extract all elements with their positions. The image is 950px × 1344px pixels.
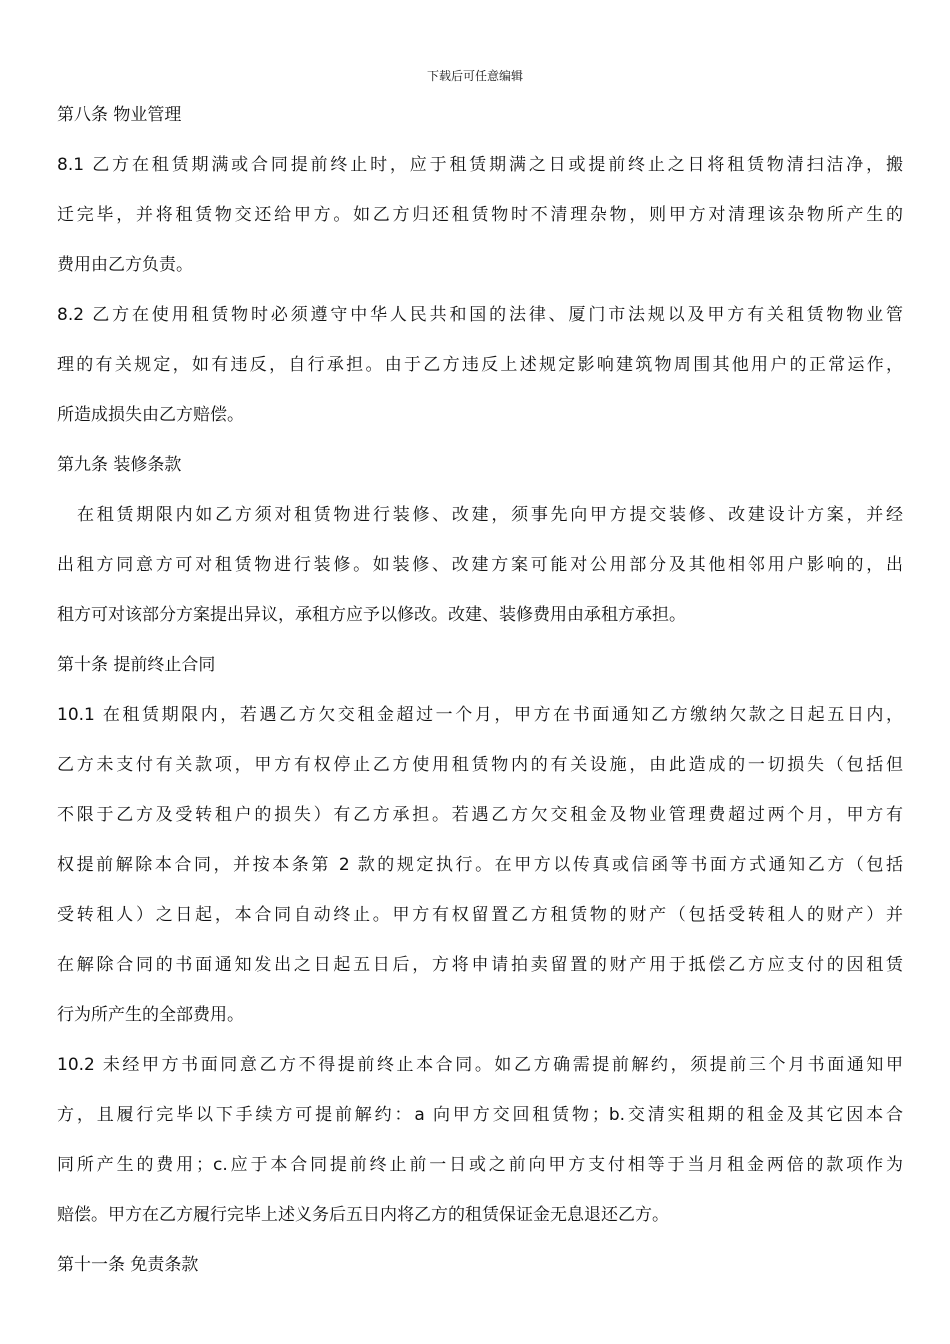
article-10-1-line: 不限于乙方及受转租户的损失）有乙方承担。若遇乙方欠交租金及物业管理费超过两个月，甲方有	[57, 805, 903, 825]
article-9-line: 租方可对该部分方案提出异议，承租方应予以修改。改建、装修费用由承租方承担。	[57, 605, 686, 625]
article-8-1-line: 费用由乙方负责。	[57, 255, 193, 275]
article-10-1-line: 受转租人）之日起，本合同自动终止。甲方有权留置乙方租赁物的财产（包括受转租人的财产）并	[57, 905, 903, 925]
article-8-2-line: 理的有关规定，如有违反，自行承担。由于乙方违反上述规定影响建筑物周围其他用户的正常运作，	[57, 355, 903, 375]
article-10-1-line: 10.1 在租赁期限内，若遇乙方欠交租金超过一个月，甲方在书面通知乙方缴纳欠款之日起五日内，	[57, 705, 903, 725]
article-10-1-line: 权提前解除本合同，并按本条第 2 款的规定执行。在甲方以传真或信函等书面方式通知乙方（包括	[57, 855, 903, 875]
article-10-1-line: 行为所产生的全部费用。	[57, 1005, 244, 1025]
article-10-2-line: 同所产生的费用；c.应于本合同提前终止前一日或之前向甲方支付相等于当月租金两倍的款项作为	[57, 1155, 903, 1175]
article-11-heading: 第十一条 免责条款	[57, 1255, 199, 1275]
contract-body	[57, 90, 903, 1290]
article-10-2-line: 方，且履行完毕以下手续方可提前解约：a 向甲方交回租赁物；b.交清实租期的租金及其它因本合	[57, 1105, 903, 1125]
article-10-2-line: 赔偿。甲方在乙方履行完毕上述义务后五日内将乙方的租赁保证金无息退还乙方。	[57, 1205, 669, 1225]
article-9-line: 出租方同意方可对租赁物进行装修。如装修、改建方案可能对公用部分及其他相邻用户影响的，出	[57, 555, 903, 575]
article-8-1-line: 8.1 乙方在租赁期满或合同提前终止时，应于租赁期满之日或提前终止之日将租赁物清扫洁净，搬	[57, 155, 903, 175]
article-10-1-line: 在解除合同的书面通知发出之日起五日后，方将申请拍卖留置的财产用于抵偿乙方应支付的因租赁	[57, 955, 903, 975]
article-10-2-line: 10.2 未经甲方书面同意乙方不得提前终止本合同。如乙方确需提前解约，须提前三个月书面通知甲	[57, 1055, 903, 1075]
article-9-line: 在租赁期限内如乙方须对租赁物进行装修、改建，须事先向甲方提交装修、改建设计方案，并经	[77, 505, 903, 525]
article-8-heading: 第八条 物业管理	[57, 105, 182, 125]
page-header-note: 下载后可任意编辑	[426, 69, 523, 83]
article-8-2-line: 所造成损失由乙方赔偿。	[57, 405, 244, 425]
article-10-1-line: 乙方未支付有关款项，甲方有权停止乙方使用租赁物内的有关设施，由此造成的一切损失（包括但	[57, 755, 903, 775]
article-8-1-line: 迁完毕，并将租赁物交还给甲方。如乙方归还租赁物时不清理杂物，则甲方对清理该杂物所产生的	[57, 205, 903, 225]
article-10-heading: 第十条 提前终止合同	[57, 655, 216, 675]
article-9-heading: 第九条 装修条款	[57, 455, 182, 475]
article-8-2-line: 8.2 乙方在使用租赁物时必须遵守中华人民共和国的法律、厦门市法规以及甲方有关租赁物物业管	[57, 305, 903, 325]
